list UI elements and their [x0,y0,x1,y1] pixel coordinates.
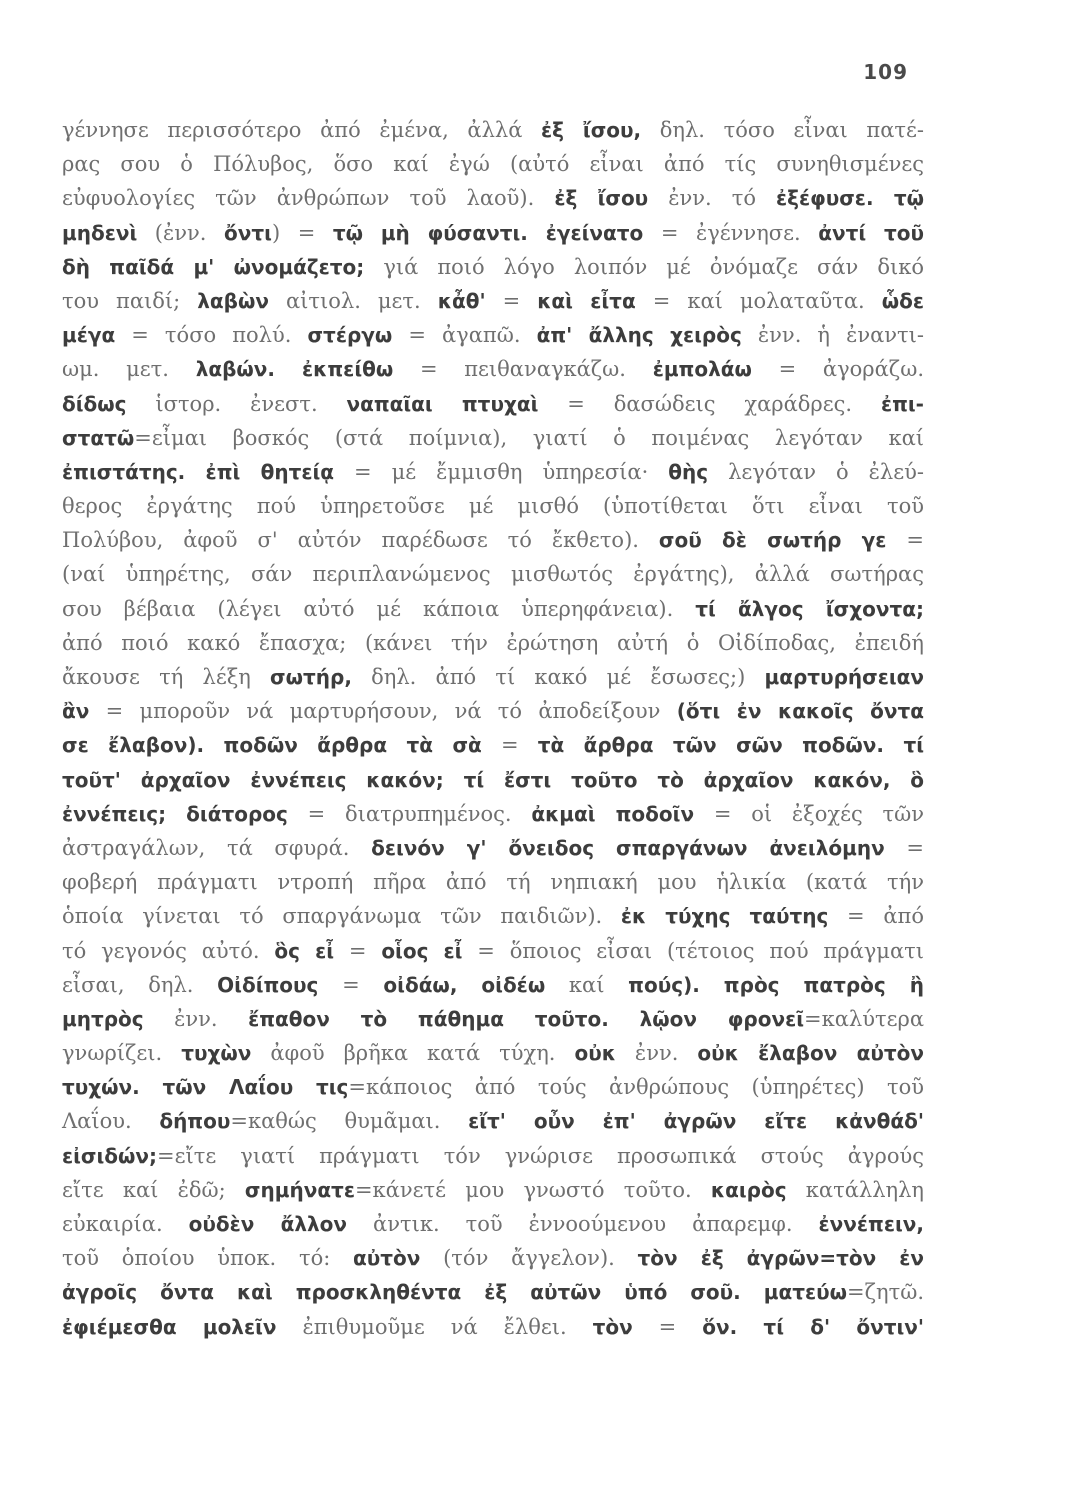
page-number: 109 [863,60,908,84]
bold-term: ἀκμαὶ ποδοῖν [531,801,695,826]
bold-term: ἐκ τύχης ταύτης [620,904,829,929]
bold-term: ἐννέπεις; διάτορος [62,801,288,826]
bold-term: ἐξέφυσε. τῷ [776,186,924,211]
gloss-text: ἐνν. [615,1041,698,1066]
gloss-text: εἴτε καί ἐδῶ; [62,1177,245,1202]
text-line [62,489,924,523]
bold-term: οὐκ ἔλαβον αὐτὸν [697,1041,925,1066]
text-line [62,523,924,557]
bold-term: μέγα [62,323,116,348]
gloss-text: ἱστορ. ἐνεστ. [126,391,347,416]
gloss-text: ἐνν. ἡ ἐναντι- [741,323,925,348]
bold-term: λαβὼν [197,288,269,313]
bold-term: ὃς εἶ [274,938,335,963]
gloss-text: καί [545,972,629,997]
bold-term: εἴτ' οὖν ἐπ' ἀγρῶν εἴτε κἀνθάδ' [468,1109,924,1134]
text-line [62,318,924,352]
text-line [62,216,924,250]
text-line [62,1207,924,1241]
gloss-text: δηλ. τόσο εἶναι πατέ- [641,118,924,142]
bold-term: τυχὼν [181,1041,252,1066]
bold-term: στέργω [307,323,393,348]
text-line [62,421,924,455]
gloss-text: =κάνετέ μου γνωστό τοῦτο. [354,1177,711,1202]
gloss-text: =καλύτερα [804,1006,925,1031]
gloss-text: = ὅποιος εἶσαι (τέτοιος πού πράγματι [462,938,924,963]
gloss-text: ὁποία γίνεται τό σπαργάνωμα τῶν παιδιῶν). [62,904,621,929]
bold-term: δίδως [62,391,127,416]
gloss-text: εἶσαι, δηλ. [62,972,218,997]
gloss-text: Λαΐου. [62,1109,160,1134]
gloss-text: = [481,733,538,758]
gloss-text: = [884,835,924,860]
text-line [62,557,924,591]
bold-term: στατῶ [62,425,135,450]
gloss-text: = [485,288,538,313]
gloss-text: = [334,938,382,963]
gloss-text: ) = [271,220,333,245]
gloss-text: εὐφυολογίες τῶν ἀνθρώπων τοῦ λαοῦ). [62,186,555,211]
gloss-text: ἐνν. τό [648,186,776,211]
gloss-text: =κάποιος ἀπό τούς ἀνθρώπους (ὑπηρέτες) τοῦ [348,1075,924,1100]
text-line [62,1036,924,1070]
gloss-text: ἐνν. [143,1006,249,1031]
bold-term: ἐφιέμεσθα μολεῖν [62,1314,277,1339]
bold-term: ἀντί τοῦ [818,220,924,245]
bold-term: μηδενὶ [62,220,138,245]
gloss-text: =εἶμαι βοσκός (στά ποίμνια), γιατί ὁ ποιμένας λεγόταν καί [134,425,924,450]
gloss-text: δηλ. ἀπό τί κακό μέ ἔσωσες;) [351,665,765,689]
bold-term: ὄντι [224,220,272,245]
text-line [62,352,924,386]
gloss-text: ἀστραγάλων, τά σφυρά. [62,835,372,860]
bold-term: ἐξ ἴσου [554,186,649,211]
text-line [62,968,924,1002]
text-line [62,865,924,899]
text-line [62,1275,924,1309]
text-line [62,1002,924,1036]
bold-term: τυχών. τῶν Λαΐου τις [62,1075,349,1100]
gloss-text: =ζητῶ. [847,1280,924,1305]
text-line [62,728,924,762]
gloss-text: (τόν ἄγγελον). [420,1246,638,1271]
gloss-text: τοῦ ὁποίου ὑποκ. τό: [62,1246,354,1271]
bold-term: τὰ ἄρθρα τῶν σῶν ποδῶν. τί [537,733,925,758]
text-line [62,1139,924,1173]
text-line [62,592,924,626]
text-line [62,1070,924,1104]
text-line [62,1241,924,1275]
bold-term: σημήνατε [244,1177,355,1202]
text-line [62,899,924,933]
text-line [62,1310,924,1344]
gloss-text: σου βέβαια (λέγει αὐτό μέ κάποια ὑπερηφάνεια). [62,596,696,621]
gloss-text: = ἀγαπῶ. [392,323,537,348]
text-line [62,763,924,797]
bold-term: δὴ παῖδά μ' ὠνομάζετο; [62,254,365,279]
text-line [62,113,924,147]
gloss-text: θερος ἐργάτης πού ὑπηρετοῦσε μέ μισθό (ὑποτίθεται ὅτι εἶναι τοῦ [62,494,924,519]
bold-term: κἆθ' [437,288,486,313]
bold-term: τὸν ἐξ ἀγρῶν=τὸν ἐν [637,1246,924,1271]
gloss-text: = ἀπό [828,904,924,929]
text-line [62,284,924,318]
gloss-text: = ἀγοράζω. [751,357,924,382]
bold-term: ἔπαθον τὸ πάθημα τοῦτο. λῷον φρονεῖ [248,1006,804,1031]
bold-term: οἷος εἶ [381,938,463,963]
gloss-text: ρας σου ὁ Πόλυβος, ὅσο καί ἐγώ (αὐτό εἶναι ἀπό τίς συνηθισμένες [62,152,924,177]
bold-term: ὅν. τί δ' ὄντιν' [702,1314,924,1339]
gloss-text: ἄκουσε τή λέξη [62,665,271,689]
bold-term: εἰσιδών; [62,1143,158,1168]
bold-term: δεινόν γ' ὄνειδος σπαργάνων ἀνειλόμην [371,835,885,860]
bold-term: δήπου [159,1109,231,1134]
bold-term: σωτήρ, [270,665,352,689]
gloss-text: φοβερή πράγματι ντροπή πῆρα ἀπό τή νηπιακή μου ἡλικία (κατά τήν [62,870,924,895]
gloss-text: (ναί ὑπηρέτης, σάν περιπλανώμενος μισθωτός ἐργάτης), ἀλλά σωτήρας [62,562,924,587]
bold-term: οὐκ [574,1041,616,1066]
bold-term: καιρὸς [710,1177,787,1202]
bold-term: (ὅτι ἐν κακοῖς ὄντα [676,699,925,724]
text-line [62,250,924,284]
text-line [62,626,924,660]
gloss-text: = καί μολαταῦτα. [635,288,882,313]
text-line [62,387,924,421]
bold-term: ἂν [62,699,90,724]
gloss-text: = [632,1314,703,1339]
commentary-text [62,113,924,1344]
bold-term: ἀπ' ἄλλης χειρὸς [536,323,742,348]
bold-term: ἐπιστάτης. ἐπὶ θητείᾳ [62,459,334,484]
bold-term: μητρὸς [62,1006,144,1031]
gloss-text: αἰτιολ. μετ. [268,288,438,313]
text-line [62,1173,924,1207]
text-line [62,1104,924,1138]
bold-term: ὧδε [881,288,924,313]
gloss-text: = μποροῦν νά μαρτυρήσουν, νά τό ἀποδείξουν [89,699,677,724]
bold-term: ναπαῖαι πτυχαὶ [346,391,539,416]
gloss-text: γνωρίζει. [62,1041,182,1066]
bold-term: οἰδάω, οἰδέω [383,972,546,997]
gloss-text: = διατρυπημένος. [287,801,532,826]
text-line [62,797,924,831]
gloss-text: = [886,528,924,553]
bold-term: οὐδὲν ἄλλον [188,1212,348,1236]
gloss-text: (ἐνν. [137,220,225,245]
gloss-text: = ἐγέννησε. [643,220,819,245]
bold-term: τοῦτ' ἀρχαῖον ἐννέπεις κακόν; τί ἔστι τοῦτο τὸ ἀρχαῖον κακόν, ὃ [62,767,924,792]
bold-term: λαβών. ἐκπείθω [195,357,394,382]
text-line [62,934,924,968]
bold-term: πούς). πρὸς πατρὸς ἢ [628,972,924,997]
gloss-text: ἀπό ποιό κακό ἔπασχα; (κάνει τήν ἐρώτηση αὐτή ὁ Οἰδίποδας, ἐπειδή [62,630,924,655]
gloss-text: ἐπιθυμοῦμε νά ἔλθει. [276,1314,593,1339]
gloss-text: κατάλληλη [786,1177,924,1202]
text-line [62,455,924,489]
gloss-text: =καθώς θυμᾶμαι. [230,1109,469,1134]
gloss-text: εὐκαιρία. [62,1212,189,1236]
bold-term: τί ἄλγος ἴσχοντα; [695,596,924,621]
gloss-text: = οἱ ἐξοχές τῶν [694,801,925,826]
bold-term: σε ἔλαβον). ποδῶν ἄρθρα τὰ σὰ [62,733,482,758]
gloss-text: Πολύβου, ἀφοῦ σ' αὐτόν παρέδωσε τό ἔκθετο). [62,528,659,553]
gloss-text: τό γεγονός αὐτό. [62,938,275,963]
bold-term: τῷ μὴ φύσαντι. ἐγείνατο [332,220,644,245]
bold-term: ἐμπολάω [652,357,752,382]
bold-term: Οἰδίπους [217,972,319,997]
gloss-text: = τόσο πολύ. [115,323,308,348]
gloss-text: ωμ. μετ. [62,357,196,382]
gloss-text: = δασώδεις χαράδρες. [538,391,881,416]
bold-term: θὴς [668,459,709,484]
gloss-text: λεγόταν ὁ ἐλεύ- [708,459,924,484]
bold-term: καὶ εἶτα [537,288,636,313]
text-line [62,660,924,694]
gloss-text: = μέ ἔμμισθη ὑπηρεσία· [334,459,669,484]
bold-term: ἐπι- [880,391,924,416]
gloss-text: γέννησε περισσότερο ἀπό ἐμένα, ἀλλά [62,118,542,142]
text-line [62,147,924,181]
text-line [62,694,924,728]
gloss-text: = [318,972,384,997]
bold-term: ἀγροῖς ὄντα καὶ προσκληθέντα ἐξ αὐτῶν ὑπό σοῦ. ματεύω [62,1280,848,1305]
bold-term: μαρτυρήσειαν [764,665,924,689]
text-line [62,831,924,865]
gloss-text: ἀφοῦ βρῆκα κατά τύχη. [251,1041,575,1066]
bold-term: ἐξ ἴσου, [541,118,642,142]
bold-term: τὸν [592,1314,633,1339]
gloss-text: ἀντικ. τοῦ ἐννοούμενου ἀπαρεμφ. [347,1212,819,1236]
gloss-text: = πειθαναγκάζω. [393,357,653,382]
bold-term: ἐννέπειν, [818,1212,925,1236]
bold-term: σοῦ δὲ σωτήρ γε [658,528,887,553]
gloss-text: του παιδί; [62,288,198,313]
text-line [62,181,924,215]
gloss-text: γιά ποιό λόγο λοιπόν μέ ὀνόμαζε σάν δικό [364,254,924,279]
bold-term: αὐτὸν [353,1246,421,1271]
gloss-text: =εἴτε γιατί πράγματι τόν γνώρισε προσωπικά στούς ἀγρούς [157,1143,924,1168]
